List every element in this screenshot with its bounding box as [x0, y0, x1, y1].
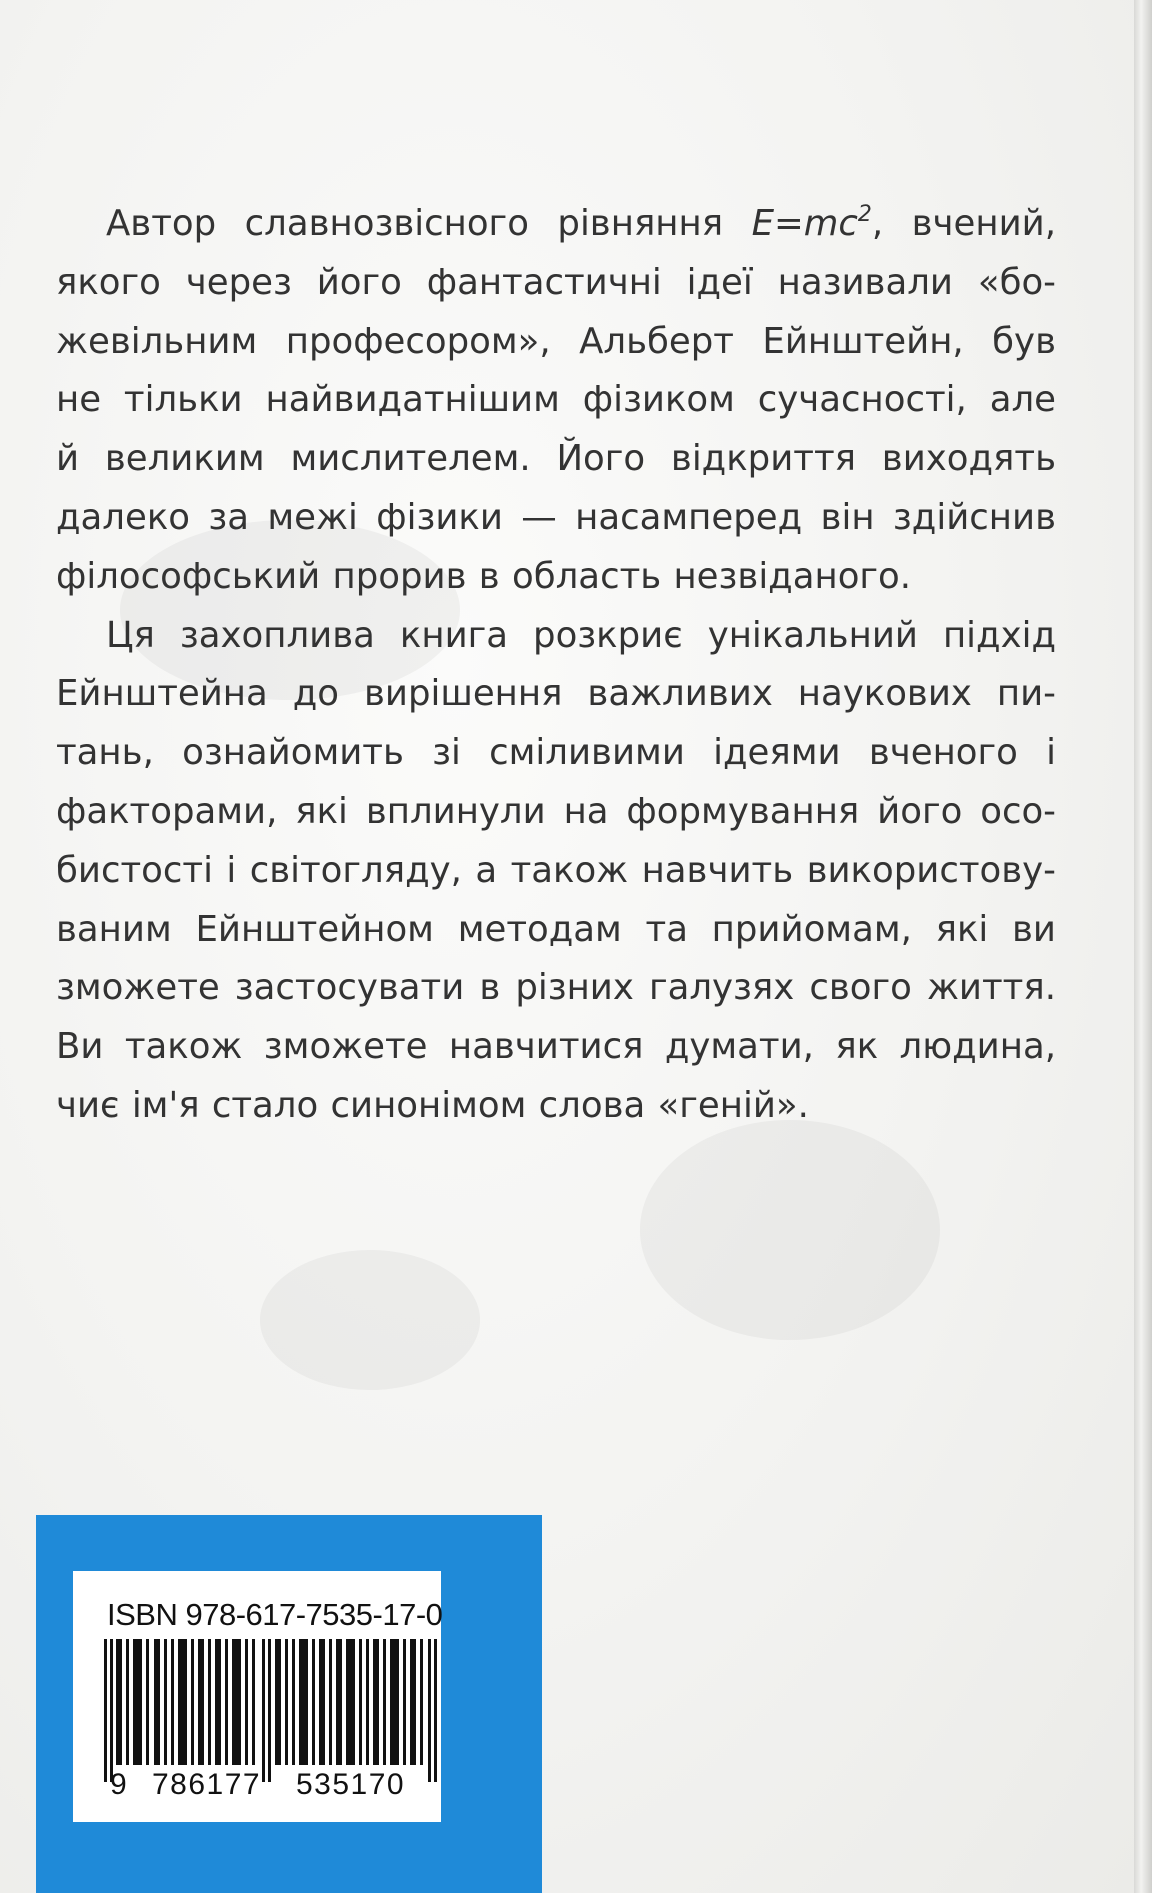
- barcode-bar: [403, 1639, 406, 1765]
- barcode-bar: [390, 1639, 399, 1765]
- paragraph-1: [56, 186, 1056, 607]
- barcode-bar: [346, 1639, 355, 1765]
- barcode-bar: [292, 1639, 295, 1765]
- paper-texture: [260, 1250, 480, 1390]
- text-line: й великим мислителем. Його відкриття виходять: [56, 438, 1056, 480]
- barcode-bar: [225, 1639, 228, 1765]
- barcode-bar: [359, 1639, 362, 1765]
- barcode-bar: [245, 1639, 248, 1765]
- barcode-bar: [275, 1639, 281, 1765]
- barcode-bar: [208, 1639, 211, 1765]
- barcode-bar: [104, 1639, 107, 1782]
- equation-exponent: 2: [857, 202, 872, 227]
- barcode-bar: [133, 1639, 142, 1765]
- barcode-bar: [262, 1639, 265, 1782]
- paragraph-2: [56, 607, 1056, 1136]
- text-line: філософський прорив в область незвіданого.: [56, 555, 912, 597]
- barcode-bar: [366, 1639, 369, 1765]
- text-line: [56, 186, 1056, 254]
- barcode-bar: [268, 1639, 271, 1782]
- barcode-bar: [420, 1639, 423, 1765]
- barcode-bar: [154, 1639, 160, 1765]
- barcode-bar: [116, 1639, 122, 1765]
- text-line: не тільки найвидатнішим фізиком сучасності, але: [56, 379, 1056, 421]
- barcode-bars: [104, 1639, 443, 1770]
- barcode-digits-right: 535170: [296, 1768, 406, 1801]
- barcode-bar: [110, 1639, 113, 1782]
- text-line: чиє ім'я стало синонімом слова «геній».: [56, 1084, 809, 1126]
- barcode-bar: [285, 1639, 288, 1765]
- text-fragment: Автор славнозвісного рівняння: [106, 203, 752, 244]
- barcode-bar: [191, 1639, 194, 1765]
- text-line: факторами, які вплинули на формування його осо-: [56, 790, 1056, 832]
- text-line: якого через його фантастичні ідеї називали «бо-: [56, 261, 1056, 303]
- barcode-digits-left: 786177: [152, 1768, 262, 1801]
- text-line: далеко за межі фізики — насамперед він здійснив: [56, 496, 1056, 538]
- text-line: ваним Ейнштейном методам та прийомам, які ви: [56, 908, 1056, 950]
- annotation-text: [56, 186, 1056, 1136]
- barcode-digit-first: 9: [110, 1768, 127, 1801]
- isbn-number: ISBN 978-617-7535-17-0: [107, 1597, 443, 1632]
- barcode-bar: [178, 1639, 187, 1765]
- barcode-bar: [146, 1639, 149, 1765]
- page-edge: [1134, 0, 1152, 1893]
- equation: E=mc: [751, 203, 858, 244]
- barcode-bar: [312, 1639, 315, 1765]
- text-line: бистості і світогляду, а також навчить використову-: [56, 849, 1056, 891]
- barcode-bar: [434, 1639, 437, 1782]
- paper-texture: [640, 1120, 940, 1340]
- text-line: Ви також зможете навчитися думати, як людина,: [56, 1026, 1056, 1068]
- text-line: Ейнштейна до вирішення важливих наукових пи-: [56, 673, 1056, 715]
- text-line: зможете застосувати в різних галузях свого життя.: [56, 967, 1056, 1009]
- barcode-bar: [171, 1639, 174, 1765]
- barcode-bar: [215, 1639, 221, 1765]
- barcode-bar: [428, 1639, 431, 1782]
- text-fragment: , вчений,: [871, 203, 1056, 244]
- barcode-bar: [126, 1639, 129, 1765]
- barcode-bar: [383, 1639, 386, 1765]
- barcode-bar: [232, 1639, 241, 1765]
- barcode-bar: [198, 1639, 204, 1765]
- barcode-bar: [373, 1639, 379, 1765]
- text-line: жевільним професором», Альберт Ейнштейн, був: [56, 320, 1056, 362]
- barcode-bar: [299, 1639, 308, 1765]
- barcode-bar: [410, 1639, 416, 1765]
- barcode-bar: [164, 1639, 167, 1765]
- barcode-bar: [252, 1639, 255, 1765]
- barcode-bar: [336, 1639, 342, 1765]
- text-line: Ця захоплива книга розкриє унікальний підхід: [106, 614, 1056, 656]
- text-line: тань, ознайомить зі сміливими ідеями вченого і: [56, 732, 1056, 774]
- barcode-bar: [329, 1639, 332, 1765]
- barcode-bar: [319, 1639, 325, 1765]
